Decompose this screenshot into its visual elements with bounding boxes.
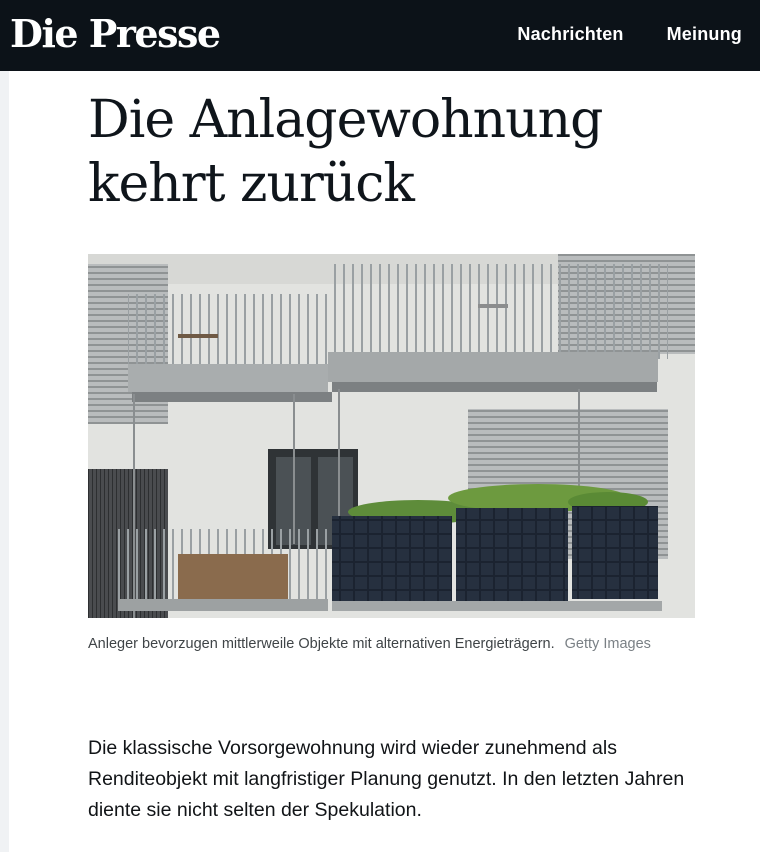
nav-item-nachrichten[interactable]: Nachrichten xyxy=(517,24,624,44)
site-header xyxy=(0,0,760,71)
image-credit: Getty Images xyxy=(564,636,651,652)
article-headline: Die Anlagewohnung kehrt zurück xyxy=(88,90,603,214)
balcony-solar-photo xyxy=(88,254,695,618)
article-photo xyxy=(88,254,695,618)
page-side-strip xyxy=(0,71,9,852)
site-logo[interactable]: Die Presse xyxy=(10,11,220,56)
caption-text: Anleger bevorzugen mittlerweile Objekte mit alternativen Energieträgern. xyxy=(88,636,555,652)
nav-item-meinung[interactable]: Meinung xyxy=(666,24,742,44)
image-caption xyxy=(88,632,698,656)
main-nav xyxy=(517,24,742,45)
article-lead: Die klassische Vorsorgewohnung wird wieder zunehmend als Renditeobjekt mit langfristiger Planung genutzt. In den letzten Jahren diente sie nicht selten der Spekulation. xyxy=(88,737,685,821)
